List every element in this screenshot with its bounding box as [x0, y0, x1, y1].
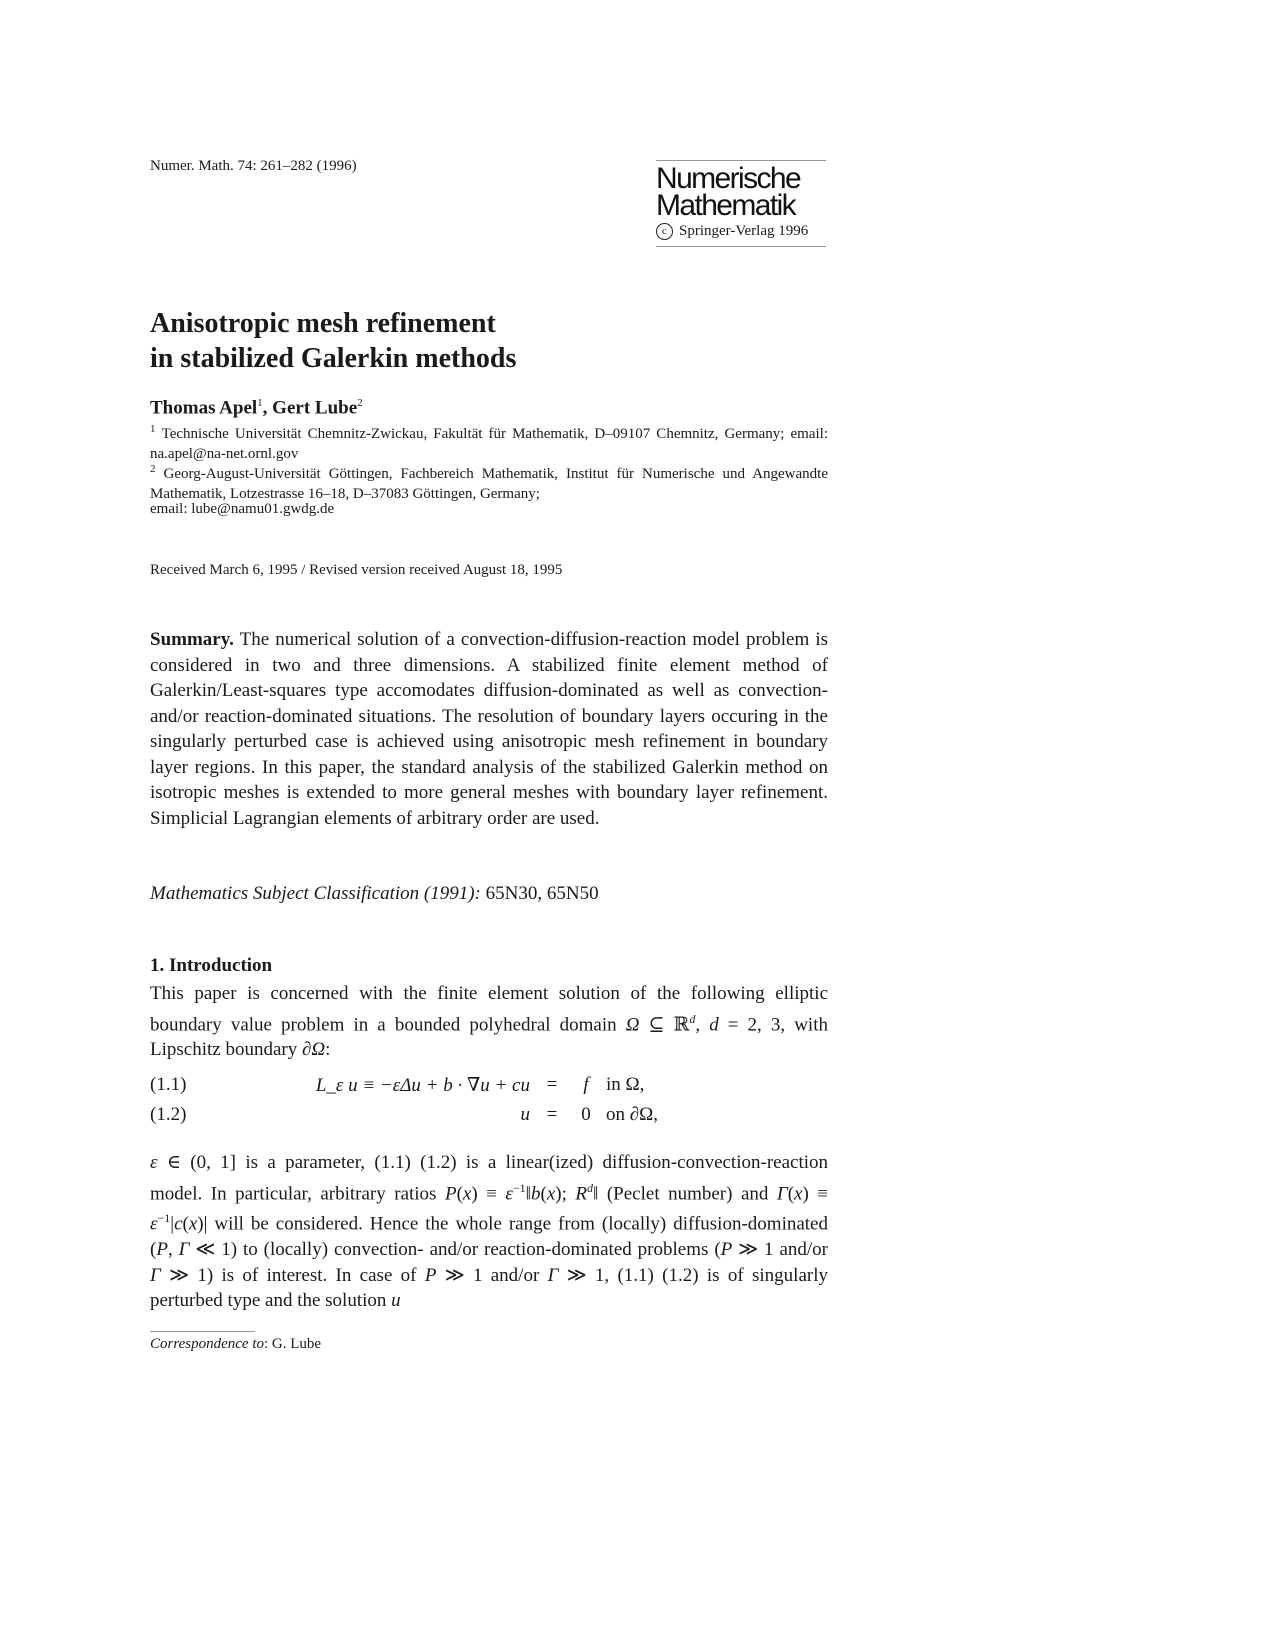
affiliation-2-mark: 2	[150, 463, 156, 475]
affiliation-2	[150, 459, 828, 504]
intro-text-b: Lipschitz boundary	[150, 1039, 298, 1061]
body-text-2: (Peclet number) and	[606, 1182, 769, 1204]
intro-paragraph: This paper is concerned with the finite element solution of the following elliptic boundary value problem in a bounded polyhedral domain Ω ⊆ ℝ$^d$, d = 2, 3, with Lipschitz boundary ∂Ω:	[150, 983, 828, 1061]
journal-logo	[656, 160, 826, 247]
body-paragraph: ε ∈ (0, 1] is a parameter, (1.1) (1.2) is a linear(ized) diffusion-convection-reaction model. In particular, arbitrary ratios $P(x) \equiv \varepsilon^{-1}‖b(x)$; $R^d‖$ (Peclet number) and $\Gamma(x) \equiv \varepsilon^{-1}|c(x)|$ will be considered. Hence the whole range from (locally) diffusion-dominated (P, Γ ≪ 1) to (locally) convection- and/or reaction-dominated problems (P ≫ 1 and/or Γ ≫ 1) is of interest. In case of P ≫ 1 and/or Γ ≫ 1, (1.1) (1.2) is of singularly perturbed type and the solution u	[150, 1152, 829, 1312]
body-text-4: to (locally) convection- and/or reaction-dominated problems	[242, 1239, 709, 1261]
summary-text: The numerical solution of a convection-diffusion-reaction model problem is considered in two and three dimensions. A stabilized finite element method of Galerkin/Least-squares type accomodates diffusion-dominated as well as convection- and/or reaction-dominated situations. The resolution of boundary layers occuring in the singularly perturbed case is achieved using anisotropic mesh refinement in boundary layer regions. In this paper, the standard analysis of the stabilized Galerkin method on isotropic meshes is extended to more general meshes with boundary layer refinement. Simplicial Lagrangian elements of arbitrary order are used.	[150, 629, 828, 829]
equation-2-rel: =	[546, 1104, 558, 1125]
body-text-1: is a parameter, (1.1) (1.2) is a linear(ized) diffusion-convection-reaction model. In particular, arbitrary ratios	[150, 1152, 828, 1204]
footnote	[150, 1336, 321, 1353]
affiliation-2-text: Georg-August-Universität Göttingen, Fachbereich Mathematik, Institut für Numerische und Angewandte Mathematik, Lotzestrasse 16–18, D–37083 Göttingen, Germany;	[150, 466, 829, 502]
author-1: Thomas Apel	[150, 397, 258, 419]
author-2-mark: 2	[357, 397, 363, 409]
body-text-5: is of interest. In case of	[221, 1264, 417, 1286]
author-separator: ,	[262, 397, 273, 419]
publisher: Springer-Verlag 1996	[679, 223, 809, 239]
author-2: Gert Lube	[272, 397, 358, 419]
logo-line-2: Mathematik	[656, 189, 796, 222]
msc-label: Mathematics Subject Classification (1991):	[150, 883, 481, 904]
title-line-2: in stabilized Galerkin methods	[150, 343, 517, 374]
title-line-1: Anisotropic mesh refinement	[150, 308, 496, 339]
journal-reference: Numer. Math. 74: 261–282 (1996)	[150, 158, 357, 174]
body-text-6: (1.1) (1.2) is of singularly perturbed type and the solution	[150, 1264, 828, 1312]
summary	[150, 627, 828, 831]
footnote-divider	[150, 1331, 255, 1332]
equation-2-domain: on ∂Ω,	[606, 1104, 659, 1125]
body-text-3: will be considered. Hence the whole range from (locally) diffusion-dominated	[214, 1213, 828, 1235]
intro-text-a: This paper is concerned with the finite element solution of the following elliptic boundary value problem in a bounded polyhedral domain	[150, 983, 828, 1035]
affiliation-1	[150, 419, 828, 464]
section-heading: 1. Introduction	[150, 955, 273, 976]
logo-line-1: Numerische	[656, 162, 801, 195]
author-1-mark: 1	[257, 397, 263, 409]
author-list	[150, 397, 363, 419]
affiliation-1-mark: 1	[150, 423, 156, 435]
footnote-text: : G. Lube	[264, 1336, 322, 1352]
equation-1-lhs: L_ε u ≡ −εΔu + b · ∇u + cu	[315, 1075, 530, 1096]
equation-1-rel: =	[546, 1074, 558, 1095]
equation-2-lhs: u	[520, 1104, 530, 1125]
footnote-label: Correspondence to	[150, 1336, 265, 1352]
copyright-icon: c	[656, 223, 673, 240]
affiliation-1-text: Technische Universität Chemnitz-Zwickau, Fakultät für Mathematik, D–09107 Chemnitz, Germany; email: na.apel@na-net.ornl.gov	[150, 426, 829, 462]
equation-2-rhs: 0	[581, 1104, 591, 1125]
subject-classification	[150, 883, 599, 905]
summary-label: Summary.	[150, 629, 234, 650]
copyright-line	[656, 223, 826, 240]
equation-1-domain: in Ω,	[606, 1074, 645, 1095]
msc-codes: 65N30, 65N50	[485, 883, 599, 904]
received-dates: Received March 6, 1995 / Revised version received August 18, 1995	[150, 562, 563, 578]
equation-1-rhs: f	[583, 1074, 589, 1095]
affiliation-2-email-text: email: lube@namu01.gwdg.de	[150, 501, 335, 517]
paper-title	[150, 306, 516, 376]
equation-number-1: (1.1)	[150, 1074, 187, 1095]
equation-number-2: (1.2)	[150, 1104, 187, 1125]
affiliation-2-email	[150, 499, 828, 519]
